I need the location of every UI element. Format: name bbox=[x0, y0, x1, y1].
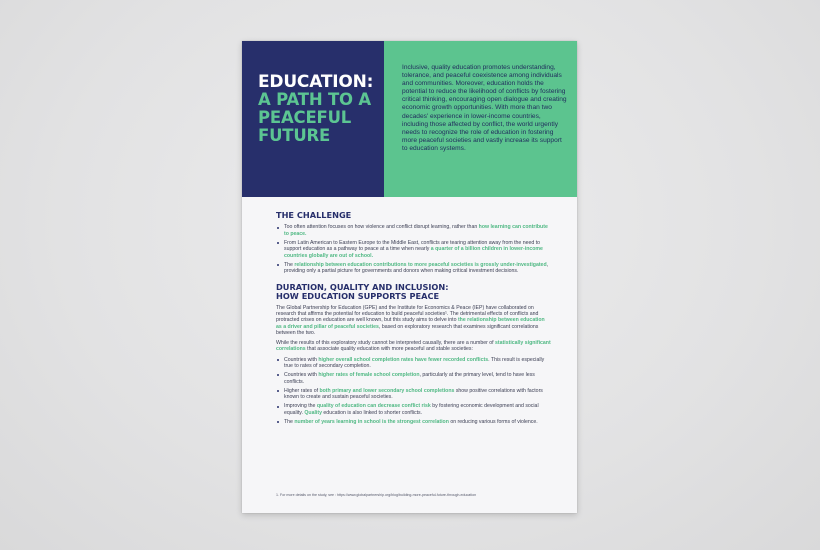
item-text: Higher rates of bbox=[284, 387, 320, 394]
item-highlight: higher overall school completion rates have fewer recorded conflicts bbox=[318, 356, 489, 363]
item-text: show positive correlations with factors known to create and sustain peaceful societies. bbox=[284, 387, 543, 401]
duration-paragraph-1 bbox=[276, 305, 551, 337]
list-item bbox=[276, 262, 551, 275]
list-item bbox=[276, 224, 551, 237]
item-highlight: number of years learning in school is the strongest correlation bbox=[294, 418, 449, 425]
hero-title: EDUCATION: bbox=[258, 72, 374, 92]
item-text: by fostering economic development and social equality. bbox=[284, 403, 539, 416]
hero-banner bbox=[242, 41, 577, 197]
duration-list bbox=[276, 357, 551, 426]
duration-heading-line2: HOW EDUCATION SUPPORTS PEACE bbox=[276, 291, 440, 302]
hero-title-panel bbox=[242, 41, 384, 197]
paragraph-highlight: the relationship between education as a driver and pillar of peaceful societies bbox=[276, 317, 545, 330]
item-text: The bbox=[284, 418, 295, 425]
duration-heading bbox=[276, 283, 551, 302]
duration-paragraph-2 bbox=[276, 340, 551, 353]
challenge-heading: THE CHALLENGE bbox=[276, 210, 352, 220]
item-text: on reducing various forms of violence. bbox=[448, 418, 538, 425]
item-highlight: quality of education can decrease conflict risk bbox=[316, 403, 431, 410]
item-text: Countries with bbox=[284, 372, 319, 379]
footnote: 1. For more details on the study, see : https://www.globalpartnership.org/blog/building-more-peaceful-future-through-education bbox=[276, 493, 477, 497]
item-text: Countries with bbox=[284, 356, 319, 363]
document-body bbox=[242, 197, 577, 425]
document-page bbox=[242, 41, 577, 513]
item-text: Improving the bbox=[284, 403, 317, 410]
paragraph-text: The Global Partnership for Education (GPE) and the Institute for Economics & Peace (IEP) have collaborated on research that affirms the potential for education to build peaceful societies¹. The detrimental effects of conflicts and protracted crises on education are well known, but this study aims to delve into bbox=[276, 304, 539, 324]
hero-subtitle: A PATH TO A PEACEFUL FUTURE bbox=[258, 90, 371, 145]
paragraph-text: that associate quality education with more peaceful and stable societies: bbox=[305, 346, 473, 353]
list-item bbox=[276, 357, 551, 370]
duration-heading-line1: DURATION, QUALITY AND INCLUSION: bbox=[276, 281, 449, 292]
item-text: From Latin American to Eastern Europe to the Middle East, conflicts are tearing attention away from the need to support education as a pathway to peace at a time when nearly bbox=[284, 240, 541, 253]
hero-intro-panel bbox=[384, 41, 577, 197]
item-text: , providing only a partial picture for governments and donors when making critical investment decisions. bbox=[284, 262, 549, 275]
list-item bbox=[276, 403, 551, 416]
item-highlight: how learning can contribute to peace. bbox=[284, 224, 548, 237]
item-text: . This result is especially true to rates of secondary completion. bbox=[284, 356, 545, 369]
item-highlight: Quality bbox=[304, 409, 322, 416]
item-highlight: a quarter of a billion children in lower-income countries globally are out of school. bbox=[284, 246, 543, 259]
hero-intro-text: Inclusive, quality education promotes understanding, tolerance, and peaceful coexistence among individuals and communities. Moreover, education holds the potential to reduce the likelihood of conflicts by fostering critical thinking, encouraging open dialogue and creating economic growth opportunities. With more than two decades' experience in lower-income countries, including those affected by conflict, the world urgently needs to recognize the role of education in fostering more peaceful societies and vastly increase its support to education systems. bbox=[402, 64, 567, 152]
item-highlight: higher rates of female school completion bbox=[318, 372, 420, 379]
item-text: education is also linked to shorter conflicts. bbox=[321, 409, 423, 416]
paragraph-text: , based on exploratory research that examines significant correlations between the two. bbox=[276, 323, 539, 337]
item-text: The bbox=[284, 262, 295, 269]
list-item bbox=[276, 419, 551, 425]
challenge-list bbox=[276, 224, 551, 274]
list-item bbox=[276, 240, 551, 259]
item-highlight: both primary and lower secondary school completions bbox=[319, 387, 455, 394]
paragraph-highlight: statistically significant correlations bbox=[276, 339, 551, 353]
paragraph-text: While the results of this exploratory study cannot be interpreted causally, there are a number of bbox=[276, 339, 496, 346]
list-item bbox=[276, 388, 551, 401]
item-text: Too often attention focuses on how violence and conflict disrupt learning, rather than bbox=[284, 224, 479, 231]
item-highlight: relationship between education contributions to more peaceful societies is grossly under-investigated bbox=[294, 262, 547, 269]
item-text: , particularly at the primary level, tend to have less conflicts. bbox=[284, 372, 535, 385]
list-item bbox=[276, 372, 551, 385]
